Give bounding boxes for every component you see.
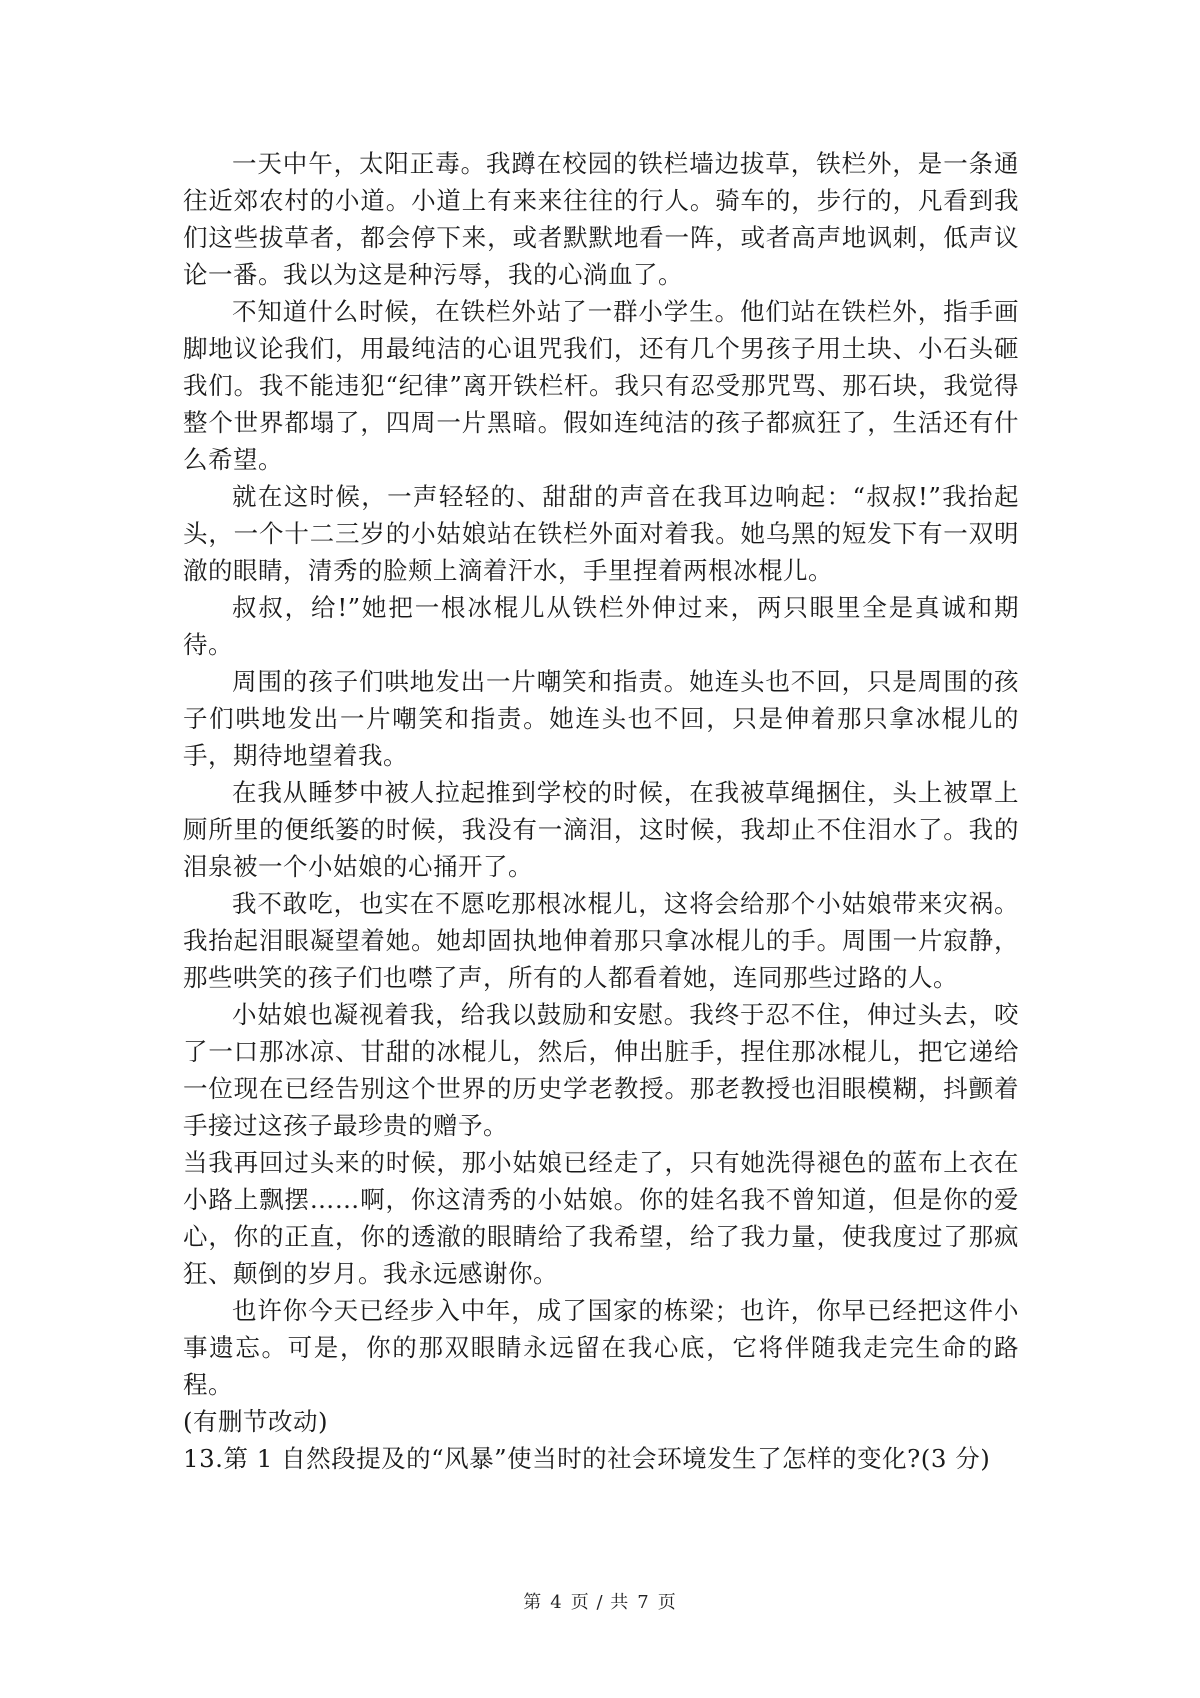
- paragraph-5: 周围的孩子们哄地发出一片嘲笑和指责。她连头也不回，只是周围的孩子们哄地发出一片嘲笑和指责。她连头也不回，只是伸着那只拿冰棍儿的手，期待地望着我。: [183, 667, 1019, 770]
- footer-mid: 页 / 共: [570, 1592, 630, 1613]
- footer-current-page: 4: [550, 1592, 563, 1613]
- footer-prefix: 第: [523, 1592, 543, 1613]
- paragraph-10: 也许你今天已经步入中年，成了国家的栋梁；也许，你早已经把这件小事遗忘。可是，你的那双眼睛永远留在我心底，它将伴随我走完生命的路程。: [183, 1296, 1019, 1399]
- paragraph-4: 叔叔，给!”她把一根冰棍儿从铁栏外伸过来，两只眼里全是真诚和期待。: [183, 593, 1019, 659]
- footer-total-pages: 7: [637, 1592, 650, 1613]
- paragraph-9: 当我再回过头来的时候，那小姑娘已经走了，只有她洗得褪色的蓝布上衣在小路上飘摆……啊，你这清秀的小姑娘。你的娃名我不曾知道，但是你的爱心，你的正直，你的透澈的眼睛给了我希望，给了我力量，使我度过了那疯狂、颠倒的岁月。我永远感谢你。: [183, 1148, 1019, 1288]
- paragraph-1: 一天中午，太阳正毒。我蹲在校园的铁栏墙边拔草，铁栏外，是一条通往近郊农村的小道。小道上有来来往往的行人。骑车的，步行的，凡看到我们这些拔草者，都会停下来，或者默默地看一阵，或者高声地讽刺，低声议论一番。我以为这是种污辱，我的心淌血了。: [183, 149, 1019, 289]
- footer-suffix: 页: [657, 1592, 677, 1613]
- paragraph-8: 小姑娘也凝视着我，给我以鼓励和安慰。我终于忍不住，伸过头去，咬了一口那冰凉、甘甜的冰棍儿，然后，伸出脏手，捏住那冰棍儿，把它递给一位现在已经告别这个世界的历史学老教授。那老教授也泪眼模糊，抖颤着手接过这孩子最珍贵的赠予。: [183, 1000, 1019, 1140]
- edit-note: (有删节改动): [183, 1407, 329, 1436]
- article-body: [183, 145, 1019, 1477]
- question-13: 13.第 1 自然段提及的“风暴”使当时的社会环境发生了怎样的变化?(3 分): [183, 1444, 991, 1473]
- page-footer: [0, 1588, 1200, 1614]
- paragraph-3: 就在这时候，一声轻轻的、甜甜的声音在我耳边响起：“叔叔!”我抬起头，一个十二三岁的小姑娘站在铁栏外面对着我。她乌黑的短发下有一双明澈的眼睛，清秀的脸颊上滴着汗水，手里捏着两根冰棍儿。: [183, 482, 1019, 585]
- paragraph-2: 不知道什么时候，在铁栏外站了一群小学生。他们站在铁栏外，指手画脚地议论我们，用最纯洁的心诅咒我们，还有几个男孩子用土块、小石头砸我们。我不能违犯“纪律”离开铁栏杆。我只有忍受那咒骂、那石块，我觉得整个世界都塌了，四周一片黑暗。假如连纯洁的孩子都疯狂了，生活还有什么希望。: [183, 297, 1019, 474]
- paragraph-6: 在我从睡梦中被人拉起推到学校的时候，在我被草绳捆住，头上被罩上厕所里的便纸篓的时候，我没有一滴泪，这时候，我却止不住泪水了。我的泪泉被一个小姑娘的心捅开了。: [183, 778, 1019, 881]
- paragraph-7: 我不敢吃，也实在不愿吃那根冰棍儿，这将会给那个小姑娘带来灾祸。我抬起泪眼凝望着她。她却固执地伸着那只拿冰棍儿的手。周围一片寂静，那些哄笑的孩子们也噤了声，所有的人都看着她，连同那些过路的人。: [183, 889, 1019, 992]
